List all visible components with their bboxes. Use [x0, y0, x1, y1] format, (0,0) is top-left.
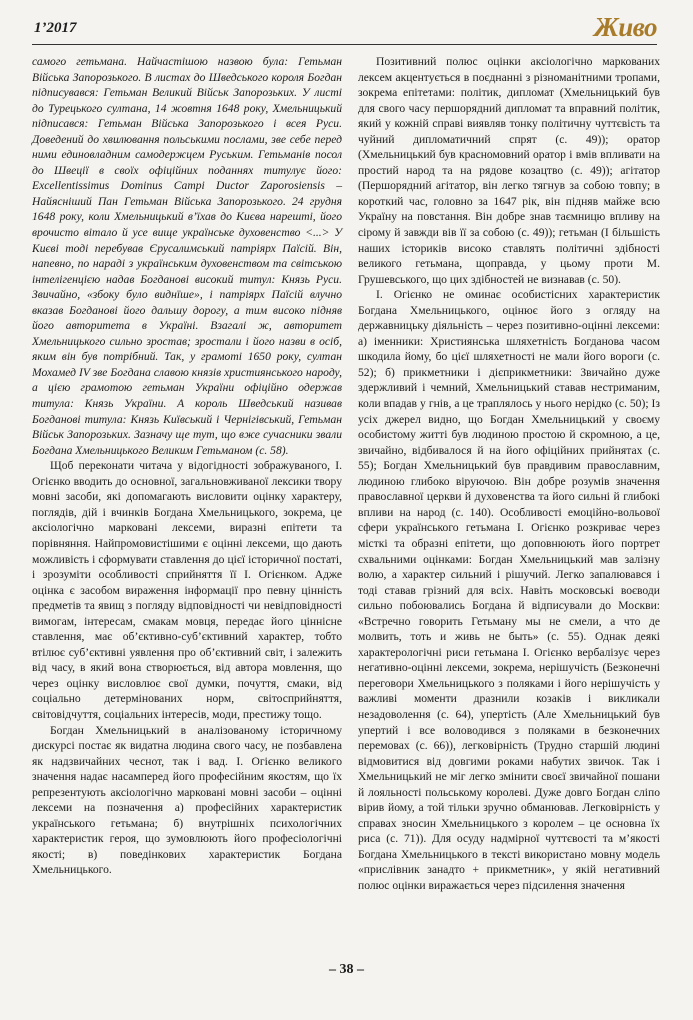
right-column — [358, 54, 660, 892]
paragraph: самого гетьмана. Найчастішою назвою була: Гетьман Війська Запорозького. В листах до Шведського короля Богдан підписувався: Гетьман Великий Військ Запорозьких. У листі до Турецького султана, 14 жовтня 1648 року, Хмельницький підписався: Гетьман Війська Запорозького і всея Руси. Доведений до хвилювання польськими послами, зве себе перед ними единовладним самодержцем Руським. Гетьманів посол до Швеції в своїх офіційних поданнях титулує його: Excellentissimus Dominus Campi Ductor Zaporosiensis – Найясніший Пан Гетьман Війська Запорозького. 24 грудня 1648 року, коли Хмельницький в’їхав до Києва нарешті, його врочисто вітало й усе вище українське духовенство <...> У Києві тоді перебував Єрусалимський патріярх Паїсій. Він, напевно, по нараді з українським духовенством та світською інтелігенцією надав Богданові високий титул: Князь Руси. Звичайно, «збоку було виднїше», і патріярх Паїсій влучно вказав Богданові його дальшу дорогу, а тим високо підняв його авторитета в Україні. Взагалі ж, авторитет Хмельницького сильно зростав; зростали і його назви в осіб, яким він був потрібний. Так, у грамоті 1650 року, султан Мохамед IV зве Богдана славою князів християнського народу, а цією грамотою гетьман України офіційно одержав титула: Князь України. А король Шведський називав Богданові титула: Князь Київський і Чернігівський, Гетьман Військ Запорозьких. Зазначу ще тут, що вже сучасники звали Богдана Хмельницького Великим Гетьманом (с. 58). — [32, 55, 342, 457]
paragraph: Щоб переконати читача у відогідності зображуваного, І. Огієнко вводить до основної, загальновживаної лексики твору мовні засоби, які допомагають висловити оцінку характеру, поглядів, дій і вчинків Богдана Хмельницького, зокрема, це аксіологічно марковані лексеми, виразні епітети та порівняння. Найпромовистішими є оцінні лексеми, що дають можливість і сформувати ставлення до цієї історичної постаті, і зрозуміти особливості сприйняття її І. Огієнком. Адже оцінка є засобом вираження інформації про певну цінність предметів та явищ з погляду відповідності чи невідповідності вимогам, інтересам, смакам мовця, передає його ціннісне ставлення, має об’єктивно-суб’єктивний характер, тобто втілює суб’єктивні уявлення про об’єктивний світ, і залежить від часу, в який вона створюється, від автора мовлення, що через оцінку висловлює свої думки, почуття, смаки, від соціально детермінованих норм, світосприйняття, світовідчуття, соціальних інтересів, моди, престижу тощо. — [32, 459, 342, 721]
left-column — [32, 54, 342, 877]
paragraph: І. Огієнко не оминає особистісних характеристик Богдана Хмельницького, оцінює його з огляду на державницьку діяльність – через позитивно-оцінні лексеми: а) іменники: Християнська шляхетність Богданова часом шкодила йому, бо цієї шляхетності не мали його вороги (с. 52); б) прикметники і дієприкметники: Звичайно дуже здержливий і чемний, Хмельницький ставав нестриманим, коли впадав у гнів, а це траплялось у нього нерідко (с. 50); Із усіх джерел видно, що Богдан Хмельницький у своєму особистому житті був людиною простою й скромною, а це, звичайно, відбивалося й на його офіційних прийнятах (с. 55); Богдан Хмельницький був правдивим православним, людиною глибоко віруючою. Він добре розумів значення православної церкви й духовенства та його сильні й глибокі впливи на народ (с. 140). Особливості емоційно-вольової сфери українського гетьмана І. Огієнко розкриває через місткі та образні епітети, що доповнюють його портрет схвальними оцінками: Богдан Хмельницький мав залізну волю, а характер сильний і рішучий. Легко запалювався і тоді ставав грізний для всіх. Навіть московські воєводи сильно побоювались Богдана й відписували до Москви: «Встречно говорить Гетьману мы не смели, а что де молвить, тоть и живь не быть» (с. 55). Однак деякі характерологічні риси гетьмана І. Огієнко вербалізує через негативно-оцінні лексеми, зокрема, нерішучість (Безконечні переговори Хмельницького з поляками і його нерішучість у важливі моменти дразнили козаків і викликали незадоволення (с. 64), упертість (Але Хмельницький був упертий і все воловодився з поляками в безконечних перемовах (с. 66)), легковірність (Трудно старшій людині відмовитися від довгими роками набутих звичок. Так і Хмельницький не міг легко змінити своєї звичайної пошани й лояльності польському королеві. Дуже довго Богдан сліпо вірив йому, а той тільки зручно обманював. Легковірність у справах зносин Хмельницького з королем – це основна їх риса (с. 71)). Для осуду надмірної чуттєвості та м’якості Богдана Хмельницького в тексті використано мовну модель «прислівник занадто + прикметник», у якій негативний полюс оцінки виражається через підсилення значення — [358, 288, 660, 892]
page-header — [32, 12, 657, 48]
paragraph: Богдан Хмельницький в аналізованому історичному дискурсі постає як видатна людина свого часу, не позбавлена як надзвичайних чеснот, так і вад. І. Огієнко великого значення надає насамперед його професійним якостям, що їх репрезентують аксіологічно марковані мовні засоби – оцінні лексеми на позначення а) професійних характеристик українського гетьмана; б) внутрішніх психологічних характеристик героя, що зумовлюють його професіологічні якості; в) поведінкових характеристик Богдана Хмельницького. — [32, 723, 342, 877]
journal-logo: Живо — [593, 12, 657, 42]
paragraph: Позитивний полюс оцінки аксіологічно маркованих лексем акцентується в поєднанні з різноманітними тропами, зокрема епітетами: політик, дипломат (Хмельницький був для свого часу першорядний дипломат та вправний політик, який у кожній справі виявляв тонку політичну чуттєвість та чуйний дипломатичний спрят (с. 49)); оратор (Хмельницький був красномовний оратор і вмів впливати на простий народ та на рядове козацтво (с. 49)); агітатор (Першорядний агітатор, він легко тягнув за собою товпу; в короткий час, головно за 1647 рік, він підняв майже всю Україну на повстання. Він добре знав таємницю впливу на сірому й завжди вів її за собою (с. 49)); гетьман (І більшість наших істориків високо ставлять політичні здібності великого гетьмана, щоправда, у цьому проти М. Грушевського, що цих здібностей не визнавав (с. 50). — [358, 55, 660, 286]
issue-number: 1’2017 — [34, 20, 77, 36]
page-number: – 38 – — [329, 962, 364, 977]
header-rule — [32, 44, 657, 45]
